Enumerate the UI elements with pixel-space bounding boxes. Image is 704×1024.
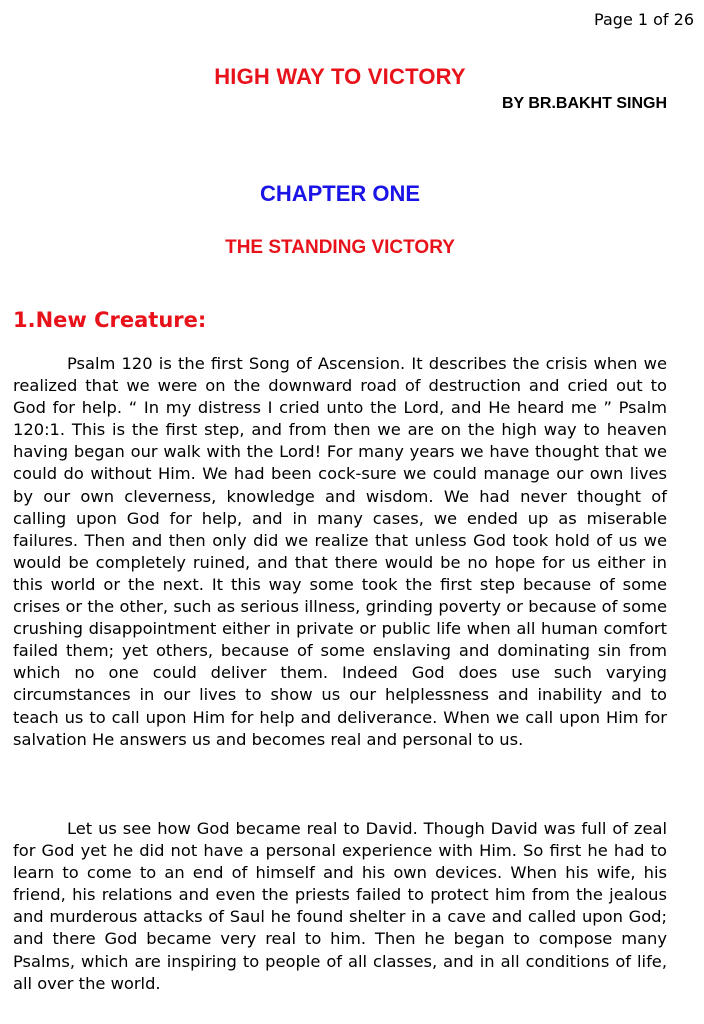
chapter-subtitle: THE STANDING VICTORY (225, 237, 455, 258)
document-title: HIGH WAY TO VICTORY (214, 64, 466, 89)
section-heading: 1.New Creature: (13, 308, 207, 332)
body-paragraph-2: Let us see how God became real to David. Though David was full of zeal for God yet he did not have a personal experience with Him. So first he had to learn to come to an end of himself and his own devices. When his wife, his friend, his relations and even the priests failed to protect him from the jealous and murderous attacks of Saul he found shelter in a cave and called upon God; and there God became very real to him. Then he began to compose many Psalms, which are inspiring to people of all classes, and in all conditions of life, all over the world. (13, 819, 667, 993)
chapter-title: CHAPTER ONE (259, 181, 421, 206)
document-author: BY BR.BAKHT SINGH (501, 95, 667, 112)
page-number: Page 1 of 26 (594, 10, 694, 29)
body-paragraph-1: Psalm 120 is the first Song of Ascension. It describes the crisis when we realized that we were on the downward road of destruction and cried out to God for help. “ In my distress I cried unto the Lord, and He heard me ” Psalm 120:1. This is the first step, and from then we are on the high way to heaven having began our walk with the Lord! For many years we have thought that we could do without Him. We had been cock-sure we could manage our own lives by our own cleverness, knowledge and wisdom. We had never thought of calling upon God for help, and in many cases, we ended up as miserable failures. Then and then only did we realize that unless God took hold of us we would be completely ruined, and that there would be no hope for us either in this world or the next. It this way some took the first step because of some crises or the other, such as serious illness, grinding poverty or because of some crushing disappointment either in private or public life when all human comfort failed them; yet others, because of some enslaving and dominating sin from which no one could deliver them. Indeed God does use such varying circumstances in our lives to show us our helplessness and inability and to teach us to call upon Him for help and deliverance. When we call upon Him for salvation He answers us and becomes real and personal to us. (13, 354, 667, 749)
